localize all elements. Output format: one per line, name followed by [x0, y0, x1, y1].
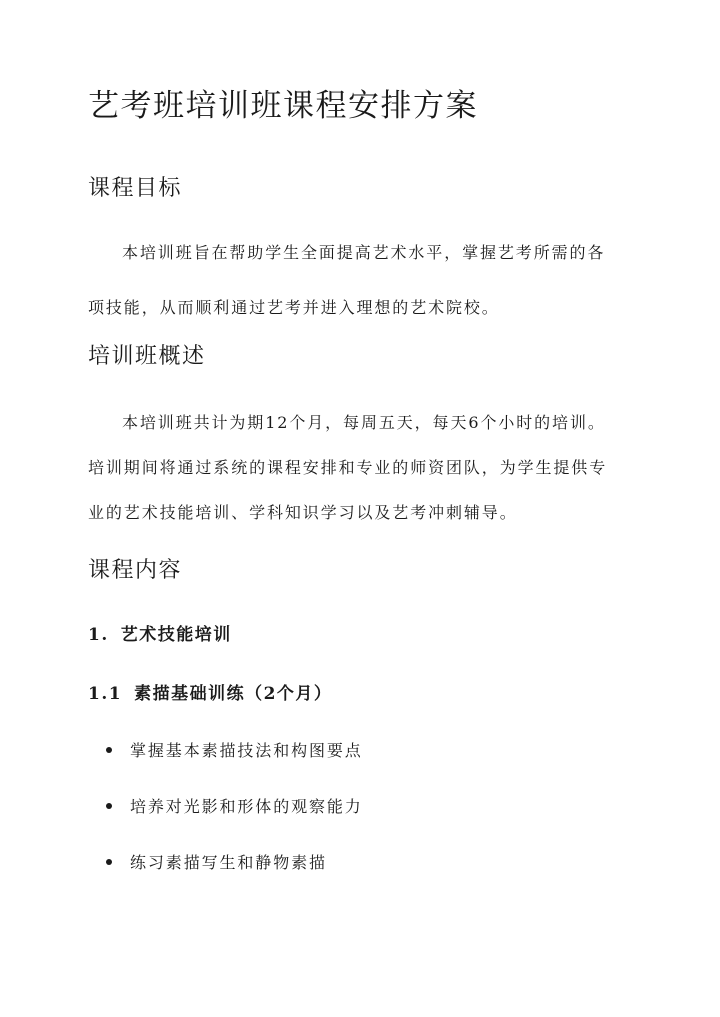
document-title: 艺考班培训班课程安排方案: [88, 88, 478, 124]
subsubsection-heading-sketch: [88, 682, 332, 706]
subsection-title: 艺术技能培训: [120, 625, 232, 645]
bullet-list: [106, 736, 363, 904]
paragraph-line: 培训期间将通过系统的课程安排和专业的师资团队，为学生提供专: [88, 458, 608, 477]
list-item: [106, 848, 363, 904]
list-item: [106, 792, 363, 848]
subsection-heading-skills: [88, 623, 232, 647]
list-item: [106, 736, 363, 792]
list-item-text: 培养对光影和形体的观察能力: [130, 797, 363, 816]
paragraph-overview: [88, 408, 636, 527]
paragraph-line: 业的艺术技能培训、学科知识学习以及艺考冲刺辅导。: [88, 503, 518, 522]
paragraph-line: 本培训班共计为期12个月，每周五天，每天6个小时的培训。: [122, 413, 606, 432]
list-item-text: 掌握基本素描技法和构图要点: [130, 741, 363, 760]
paragraph-line: 项技能，从而顺利通过艺考并进入理想的艺术院校。: [88, 298, 500, 317]
subsubsection-number: 1.1: [88, 684, 123, 704]
subsubsection-title: 素描基础训练（2个月）: [134, 684, 333, 704]
paragraph-line: 本培训班旨在帮助学生全面提高艺术水平，掌握艺考所需的各: [122, 243, 606, 262]
paragraph-goal: [88, 238, 636, 322]
list-item-text: 练习素描写生和静物素描: [130, 853, 327, 872]
section-heading-goal: 课程目标: [88, 176, 183, 201]
subsection-number: 1.: [88, 625, 109, 645]
bullet-dot-icon: [106, 859, 112, 865]
bullet-dot-icon: [106, 803, 112, 809]
section-heading-overview: 培训班概述: [88, 344, 206, 369]
section-heading-content: 课程内容: [88, 558, 183, 583]
bullet-dot-icon: [106, 747, 112, 753]
